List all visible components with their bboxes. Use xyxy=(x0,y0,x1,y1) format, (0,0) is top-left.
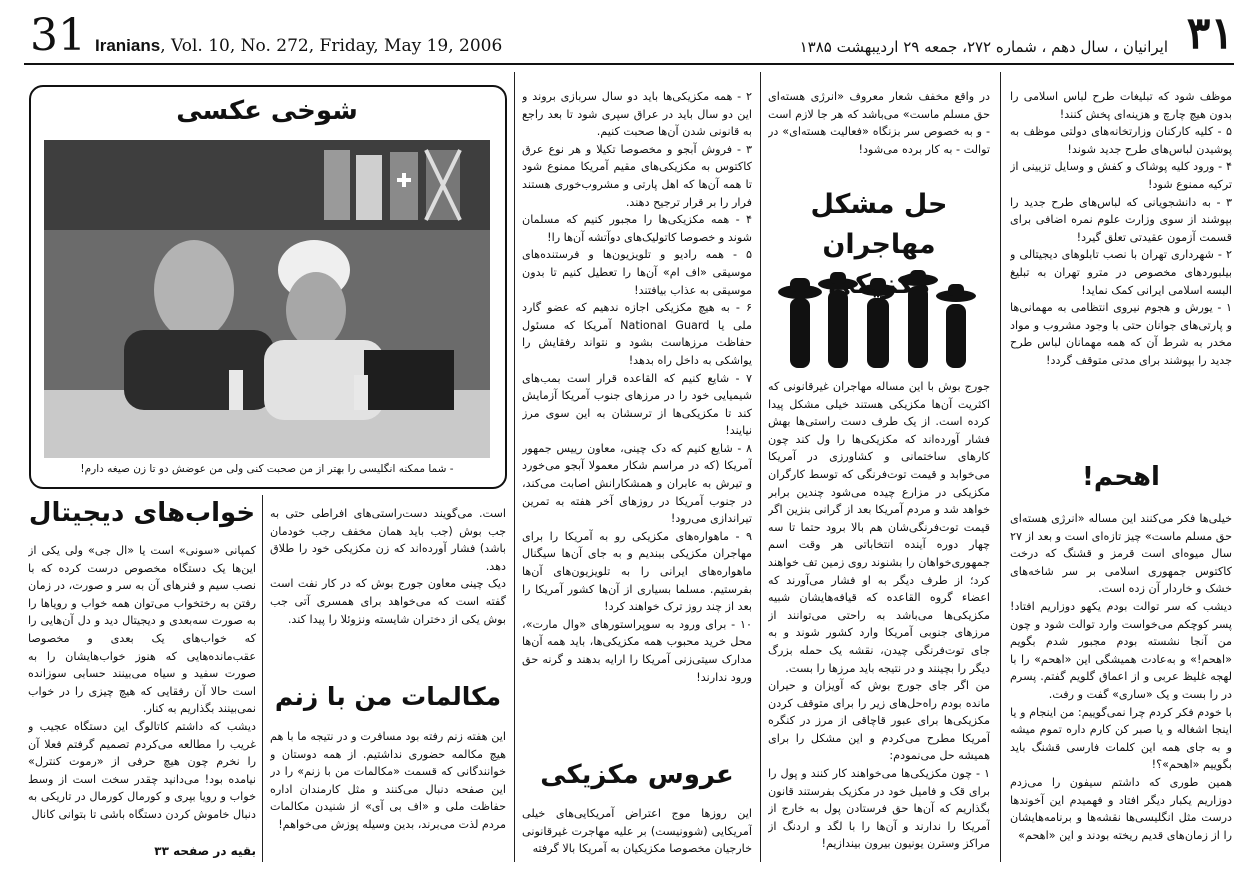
paragraph: ۴ - همه مکزیکی‌ها را مجبور کنیم که مسلمان شوند و خصوصا کاتولیک‌های دوآتشه آن‌ها را! xyxy=(522,213,752,244)
article-mexican-migrants xyxy=(768,378,990,860)
photo-feature-title: شوخی عکسی xyxy=(176,96,358,126)
article-mexican-migrants-cont xyxy=(522,88,752,736)
paragraph: خیلی‌ها فکر می‌کنند این مساله «انرژی هسته‌ای حق مسلم ماست» چیز تازه‌ای است و بعد از ۲۷ سال میوه‌ای است قرمز و قشنگ که درخت کاکتوس جمهوری اسلامی بر سر شاخه‌های خشک و خاردار آن زده است. xyxy=(1010,512,1232,596)
paragraph: جورج بوش با این مساله مهاجران غیرقانونی که اکثریت آن‌ها مکزیکی هستند خیلی مشکل پیدا کرده است. از یک طرف دست راستی‌ها بهش فشار آورده‌اند که مکزیکی‌ها را ول کند چون کارهای ساختمانی و کشاورزی در آمریکا می‌خوابد و قیمت توت‌فرنگی که توسط کارگران مکزیکی در مزارع چیده می‌شود چندین برابر خواهد شد و مردم آمریکا بعد از گرانی بنزین اگر قیمت توت‌فرنگی‌شان هم بالا برود حتما تا سه چهار دوره آینده انتخاباتی هر وقت اسم جمهوری‌خواهان را بشنوند روی زمین تف خواهند کرد؛ از طرف دیگر به او فشار می‌آورند که اعضاء گروه القاعده که قیافه‌هایشان شبیه مکزیکی‌ها می‌باشد به راحتی می‌توانند از مرزهای جنوبی آمریکا وارد کشور شوند و به جای توت‌فرنگی چیدن، نقشه یک حمله بزرگ دیگر را بچینند و در نتیجه باید مرزها را بست. xyxy=(768,380,990,675)
paragraph: ۴ - ورود کلیه پوشاک و کفش و وسایل تزیینی از ترکیه ممنوع شود! xyxy=(1010,160,1232,191)
paragraph: ۱ - چون مکزیکی‌ها می‌خواهند کار کنند و پول را برای قک و فامیل خود در مکزیک بفرستند قانون بگذاریم که آن‌ها حق فرستادن پول به خارج از آمریکا را ندارند و آن‌ها را با لگد و اردنگ از مراکز وسترن یونیون بیرون بیندازیم! xyxy=(768,767,990,851)
heading-line: حل مشکل مهاجران xyxy=(810,189,948,260)
heading-ahem: اهحم! xyxy=(1082,462,1160,492)
article-mexican-bride xyxy=(522,805,752,863)
article-fashion-list xyxy=(1010,88,1232,428)
photo-illustration xyxy=(44,140,490,458)
paragraph: این روزها موج اعتراض آمریکایی‌های خیلی آمریکایی (شوونیست) بر علیه مهاجرت غیرقانونی خارجیان مخصوصا مکزیکیان به آمریکا بالا گرفته xyxy=(522,807,752,856)
paragraph: ۱۰ - برای ورود به سوپراستورهای «وال مارت»، محل خرید محبوب همه مکزیکی‌ها، باید همه آن‌ها مدارک سیتی‌زنی آمریکا را ارایه بدهند و گرنه حق ورود ندارند! xyxy=(522,617,752,684)
continued-note: بقیه در صفحه ۳۳ xyxy=(154,844,256,858)
page-number-right: ۳۱ xyxy=(1186,8,1234,59)
paragraph: ۷ - شایع کنیم که القاعده قرار است بمب‌های شیمیایی خود را در مرزهای جنوب آمریکا آزمایش کند تا مکزیکی‌ها از ترسشان به این سوی مرز نیایند! xyxy=(522,371,752,438)
article-conversations xyxy=(270,728,506,862)
heading-digital-dreams: خواب‌های دیجیتال xyxy=(28,498,256,528)
paragraph: من اگر جای جورج بوش که آویزان و حیران مانده بودم راه‌حل‌های زیر را برای متوقف کردن مکزیکی‌ها برای عبور قاچاقی از مرز در کنگره آمریکا مطرح می‌کردم و این مشکل را برای همیشه حل می‌نمودم: xyxy=(768,679,990,763)
flags-icon xyxy=(324,150,460,220)
paragraph: ۶ - به هیچ مکزیکی اجازه ندهیم که عضو گارد ملی یا National Guard آمریکا که مسئول حفاظت مرزهاست بشود و نتواند رفقایش را یواشکی به داخل راه بدهد! xyxy=(522,301,752,367)
paragraph: دیک چینی معاون جورج بوش که در کار نفت است گفته است که می‌خواهد برای همسری آتی جب بوش یکی از دختران شایسته ونزوئلا را پیدا کند. xyxy=(270,577,506,626)
paragraph: در واقع مخفف شعار معروف «انرژی هسته‌ای حق مسلم ماست» می‌باشد که هر جا لازم است - و به خصوص سر بزنگاه «فعالیت هسته‌ای» در توالت - به کار برده می‌شود! xyxy=(768,90,990,156)
masthead-persian: ایرانیان ، سال دهم ، شماره ۲۷۲، جمعه ۲۹ اردیبهشت ۱۳۸۵ xyxy=(799,38,1168,56)
paragraph: است. می‌گویند دست‌راستی‌های افراطی حتی به جب بوش (جب باید همان مخفف رجب خودمان باشد) فشار آورده‌اند که زن مکزیکی خود را طلاق دهد. xyxy=(270,507,506,573)
paragraph: دیشب که داشتم کاتالوگ این دستگاه عجیب و غریب را مطالعه می‌کردم تصمیم گرفتم فعلا آن را نخرم چون هیچ حرفی از «رموت کنترل» نیامده بود! می‌دانید چقدر سخت است از وسط خواب و رویا بپری و کورمال کورمال در تاریکی به دنبال خاموش کردن دستگاه باشی تا بتوانی کانال xyxy=(28,719,256,821)
heading-mexican-bride: عروس مکزیکی xyxy=(540,760,734,790)
photo-caption: - شما ممکنه انگلیسی را بهتر از من صحبت کنی ولی من عوضش دو تا زن صیغه دارم! xyxy=(80,463,454,475)
article-bush-marriage xyxy=(270,505,506,665)
paragraph: کمپانی «سونی» است یا «ال جی» ولی یکی از این‌ها یک دستگاه مخصوص درست کرده که با نصب سیم و فنرهای آن به سر و صورت، در زمان رفتن به رختخواب می‌توان همه خواب و رویاها را به صورت سه‌بعدی و دیجیتال دید و دل آن‌هایی را که خواب‌های یک بعدی و مخصوصا عقب‌مانده‌هایی که هنوز خواب‌هایشان را به صورت سفید و سیاه می‌بینند حسابی سوزانده است حالا آن رفقایی که هیچ چیزی را در خواب نمی‌بینند بگذاریم به کنار. xyxy=(28,544,256,716)
paragraph: ۸ - شایع کنیم که دک چینی، معاون رییس جمهور آمریکا (که در مراسم شکار معمولا آبجو می‌خورد و تیرش به عابران و همشکارانش اصابت می‌کند، در جنوب آمریکا در روزهای آخر هفته به تمرین تیراندازی می‌رود! xyxy=(522,441,752,526)
column-divider xyxy=(1000,72,1001,862)
masthead-issue: , Vol. 10, No. 272, Friday, May 19, 2006 xyxy=(160,36,503,56)
masthead-brand: Iranians xyxy=(95,36,161,55)
paragraph: با خودم فکر کردم چرا نمی‌گوییم: من اینجام و یا اینجا اشغاله و یا صبر کن کارم داره تموم میشه و به جای همه این کلمات فارسی قشنگ باید بگوییم «اهحم»؟! xyxy=(1010,705,1232,772)
masthead-english xyxy=(95,36,502,56)
paragraph: دیشب که سر توالت بودم یکهو دوزاریم افتاد! پسر کوچکم می‌خواست وارد توالت شود و چون من آنجا نشسته بودم مجبور شدم بگویم «اهحم!» و به‌عادت همیشگی این «اهحم» را با لهجه غلیظ عربی و از اعماق گلویم گفتم. پسرم در را بست و یک «ساری» گفت و رفت. xyxy=(1010,599,1232,701)
paragraph: موظف شود که تبلیغات طرح لباس اسلامی را بدون هیچ چارچ و هزینه‌ای پخش کنند! xyxy=(1010,90,1232,121)
heading-conversations: مکالمات من با زنم xyxy=(274,682,502,711)
news-photo xyxy=(44,140,490,458)
article-intro xyxy=(768,88,990,160)
header-rule xyxy=(24,63,1234,65)
article-digital-dreams xyxy=(28,542,256,842)
paragraph: ۲ - همه مکزیکی‌ها باید دو سال سربازی بروند و این دو سال باید در عراق سپری شود تا بعد راجع به قانونی شدن آن‌ها صحبت کنیم. xyxy=(522,90,752,139)
column-divider xyxy=(262,495,263,862)
paragraph: ۲ - شهرداری تهران با نصب تابلوهای دیجیتالی و بیلبوردهای مخصوص در مترو تهران به تبلیغ البسه اسلامی ایرانی کمک نماید! xyxy=(1010,248,1232,297)
column-divider xyxy=(760,72,761,862)
column-divider xyxy=(514,72,515,862)
paragraph: ۵ - کلیه کارکنان وزارتخانه‌های دولتی موظف به پوشیدن لباس‌های طرح جدید شوند! xyxy=(1010,125,1232,156)
paragraph: ۱ - یورش و هجوم نیروی انتظامی به مهمانی‌ها و پارتی‌های جوانان حتی با وجود مشروب و مواد مخدر به شرط آن که همه مهمانان لباس طرح جدید را بپوشند برای مدتی متوقف گردد! xyxy=(1010,301,1232,367)
page-number-left: 31 xyxy=(30,10,86,61)
article-ahem xyxy=(1010,510,1232,860)
paragraph: این هفته زنم رفته بود مسافرت و در نتیجه ما با هم هیچ مکالمه حضوری نداشتیم. از همه دوستان و خوانندگانی که قسمت «مکالمات من با زنم» را در این صفحه دنبال می‌کنند و مثل کارمندان اداره حفاظت ملی و «اف بی آی» از شنیدن مکالمات مردم لذت می‌برند، بدین وسیله پوزش می‌خواهم! xyxy=(270,730,506,831)
paragraph: ۳ - فروش آبجو و مخصوصا تکیلا و هر نوع عرق کاکتوس به مکزیکی‌های مقیم آمریکا ممنوع شود تا همه آن‌ها که اهل پارتی و مشروب‌خوری هستند فرار را بر قرار ترجیح دهند. xyxy=(522,142,752,209)
sombrero-silhouettes-illustration xyxy=(778,270,978,370)
paragraph: ۳ - به دانشجویانی که لباس‌های طرح جدید را بپوشند از سوی وزارت علوم نمره اضافی برای قسمت آزمون عقیدتی تعلق گیرد! xyxy=(1010,195,1232,244)
paragraph: ۹ - ماهواره‌های مکزیکی رو به آمریکا را برای مهاجران مکزیکی ببندیم و به جای آن‌ها سیگنال ماهواره‌های ایرانی را به تلویزیون‌های آن‌ها بفرستیم. مسلما بسیاری از آن‌ها کشور آمریکا را بعد از چند روز ترک خواهند کرد! xyxy=(522,529,752,614)
paragraph: همین طوری که داشتم سیفون را می‌زدم دوزاریم یکبار دیگر افتاد و فهمیدم این آخوندها درست مثل انگلیسی‌ها نقشه‌ها و برنامه‌هایشان را از زمان‌های قدیم ریخته بودند و این «اهحم» xyxy=(1010,775,1232,842)
paragraph: ۵ - همه رادیو و تلویزیون‌ها و فرستنده‌های موسیقی «اف ام» آن‌ها را تعطیل کنیم تا بدون موسیقی به عذاب بیافتند! xyxy=(522,248,752,297)
